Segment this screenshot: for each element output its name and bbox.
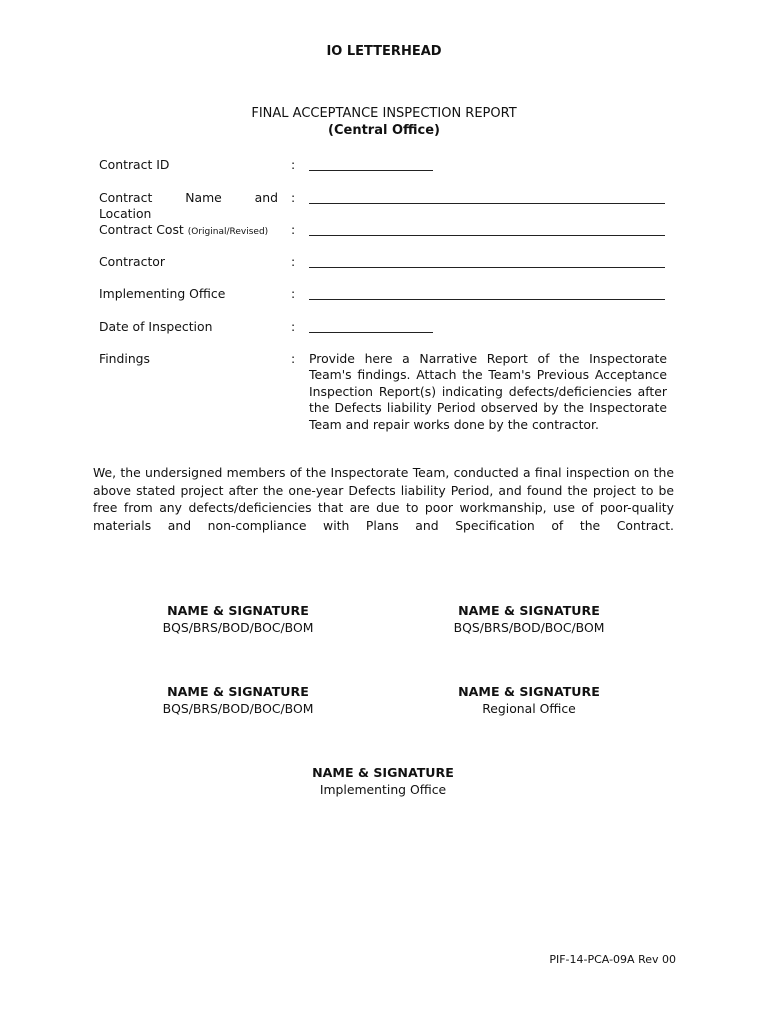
contract-name-label-line1: Contract Name and (99, 190, 278, 205)
contract-name-label-line2: Location (99, 206, 152, 221)
contractor-colon: : (291, 254, 296, 269)
signature-office-label: BQS/BRS/BOD/BOC/BOM (162, 620, 314, 635)
findings-colon: : (291, 351, 296, 366)
contract-name-colon: : (291, 190, 296, 205)
contract-cost-label-wrap (99, 222, 279, 240)
contract-cost-blank-line[interactable] (309, 235, 665, 236)
signature-name-label: NAME & SIGNATURE (312, 765, 454, 780)
implementing-office-label: Implementing Office (99, 286, 226, 301)
contractor-blank-line[interactable] (309, 267, 665, 268)
signature-office-label: BQS/BRS/BOD/BOC/BOM (453, 620, 605, 635)
letterhead: IO LETTERHEAD (326, 44, 442, 59)
signature-block-4 (409, 683, 649, 717)
contract-id-colon: : (291, 157, 296, 172)
signature-office-label: BQS/BRS/BOD/BOC/BOM (162, 701, 314, 716)
findings-text: Provide here a Narrative Report of the Inspectorate Team's findings. Attach the Team's Previous Acceptance Inspection Report(s) indicating defects/deficiencies after the Defects liability Period observed by the Inspectorate Team and repair works done by the contractor. (309, 351, 667, 432)
signature-office-label: Implementing Office (319, 782, 447, 797)
signature-block-3 (118, 683, 358, 717)
contract-name-blank-line[interactable] (309, 203, 665, 204)
report-title-block (0, 105, 768, 139)
date-of-inspection-blank-line[interactable] (309, 332, 433, 333)
signature-name-label: NAME & SIGNATURE (167, 684, 309, 699)
implementing-office-blank-line[interactable] (309, 299, 665, 300)
contractor-label: Contractor (99, 254, 165, 269)
form-code-footer: PIF-14-PCA-09A Rev 00 (549, 953, 676, 966)
report-title: FINAL ACCEPTANCE INSPECTION REPORT (251, 106, 517, 121)
date-of-inspection-label: Date of Inspection (99, 319, 213, 334)
contract-cost-label: Contract Cost (99, 222, 184, 237)
contract-cost-note: (Original/Revised) (187, 227, 269, 237)
signature-name-label: NAME & SIGNATURE (458, 603, 600, 618)
implementing-office-colon: : (291, 286, 296, 301)
inspection-statement: We, the undersigned members of the Inspectorate Team, conducted a final inspection on the above stated project after the one-year Defects liability Period, and found the project to be free from any defects/deficiencies that are due to poor workmanship, use of poor-quality materials and non-compliance with Plans and Specification of the Contract. (93, 465, 674, 533)
signature-name-label: NAME & SIGNATURE (167, 603, 309, 618)
signature-block-1 (118, 602, 358, 636)
contract-id-blank-line[interactable] (309, 170, 433, 171)
signature-block-5 (263, 764, 503, 798)
contract-id-label: Contract ID (99, 157, 170, 172)
signature-block-2 (409, 602, 649, 636)
date-of-inspection-colon: : (291, 319, 296, 334)
contract-cost-colon: : (291, 222, 296, 237)
findings-label: Findings (99, 351, 151, 366)
signature-name-label: NAME & SIGNATURE (458, 684, 600, 699)
report-subtitle: (Central Office) (328, 123, 440, 138)
signature-office-label: Regional Office (482, 701, 576, 716)
